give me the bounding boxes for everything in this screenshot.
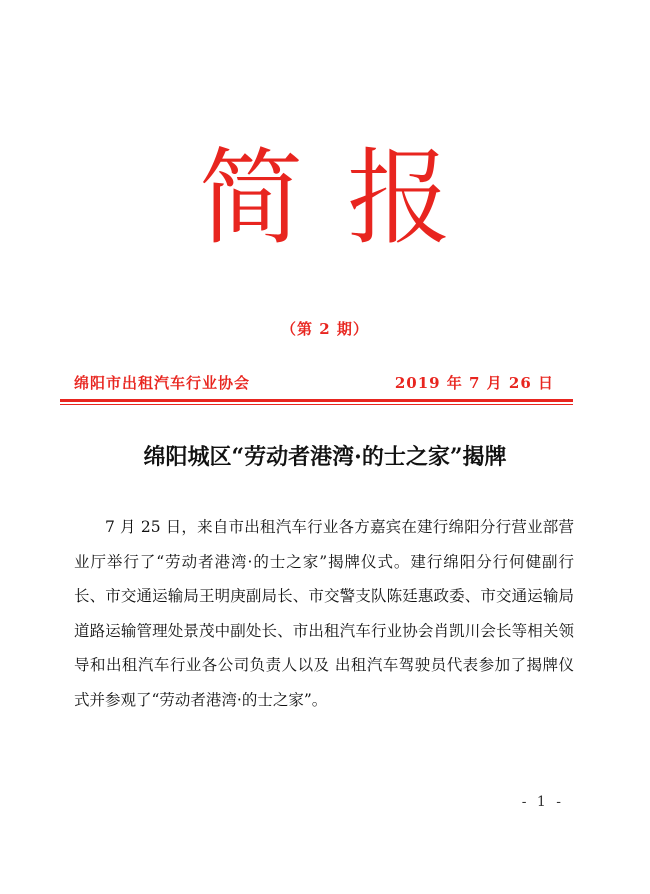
issue-number: （第 2 期） xyxy=(281,320,369,338)
publisher-name: 绵阳市出租汽车行业协会 xyxy=(74,374,251,392)
header-divider-thick xyxy=(60,399,573,402)
article-title: 绵阳城区“劳动者港湾·的士之家”揭牌 xyxy=(143,444,507,470)
header-divider-thin xyxy=(60,404,573,405)
page-number: - 1 - xyxy=(521,794,564,810)
article-body: 7 月 25 日，来自市出租汽车行业各方嘉宾在建行绵阳分行营业部营业厅举行了“劳动者港湾·的士之家”揭牌仪式。建行绵阳分行何健副行长、市交通运输局王明庚副局长、市交警支队陈廷惠政委、市交通运输局道路运输管理处景茂中副处长、市出租汽车行业协会肖凯川会长等相关领导和出租汽车行业各公司负责人以及 出租汽车驾驶员代表参加了揭牌仪式并参观了“劳动者港湾·的士之家”。 xyxy=(74,518,574,709)
publish-date: 2019 年 7 月 26 日 xyxy=(394,374,554,392)
masthead-title: 简报 xyxy=(198,137,495,259)
